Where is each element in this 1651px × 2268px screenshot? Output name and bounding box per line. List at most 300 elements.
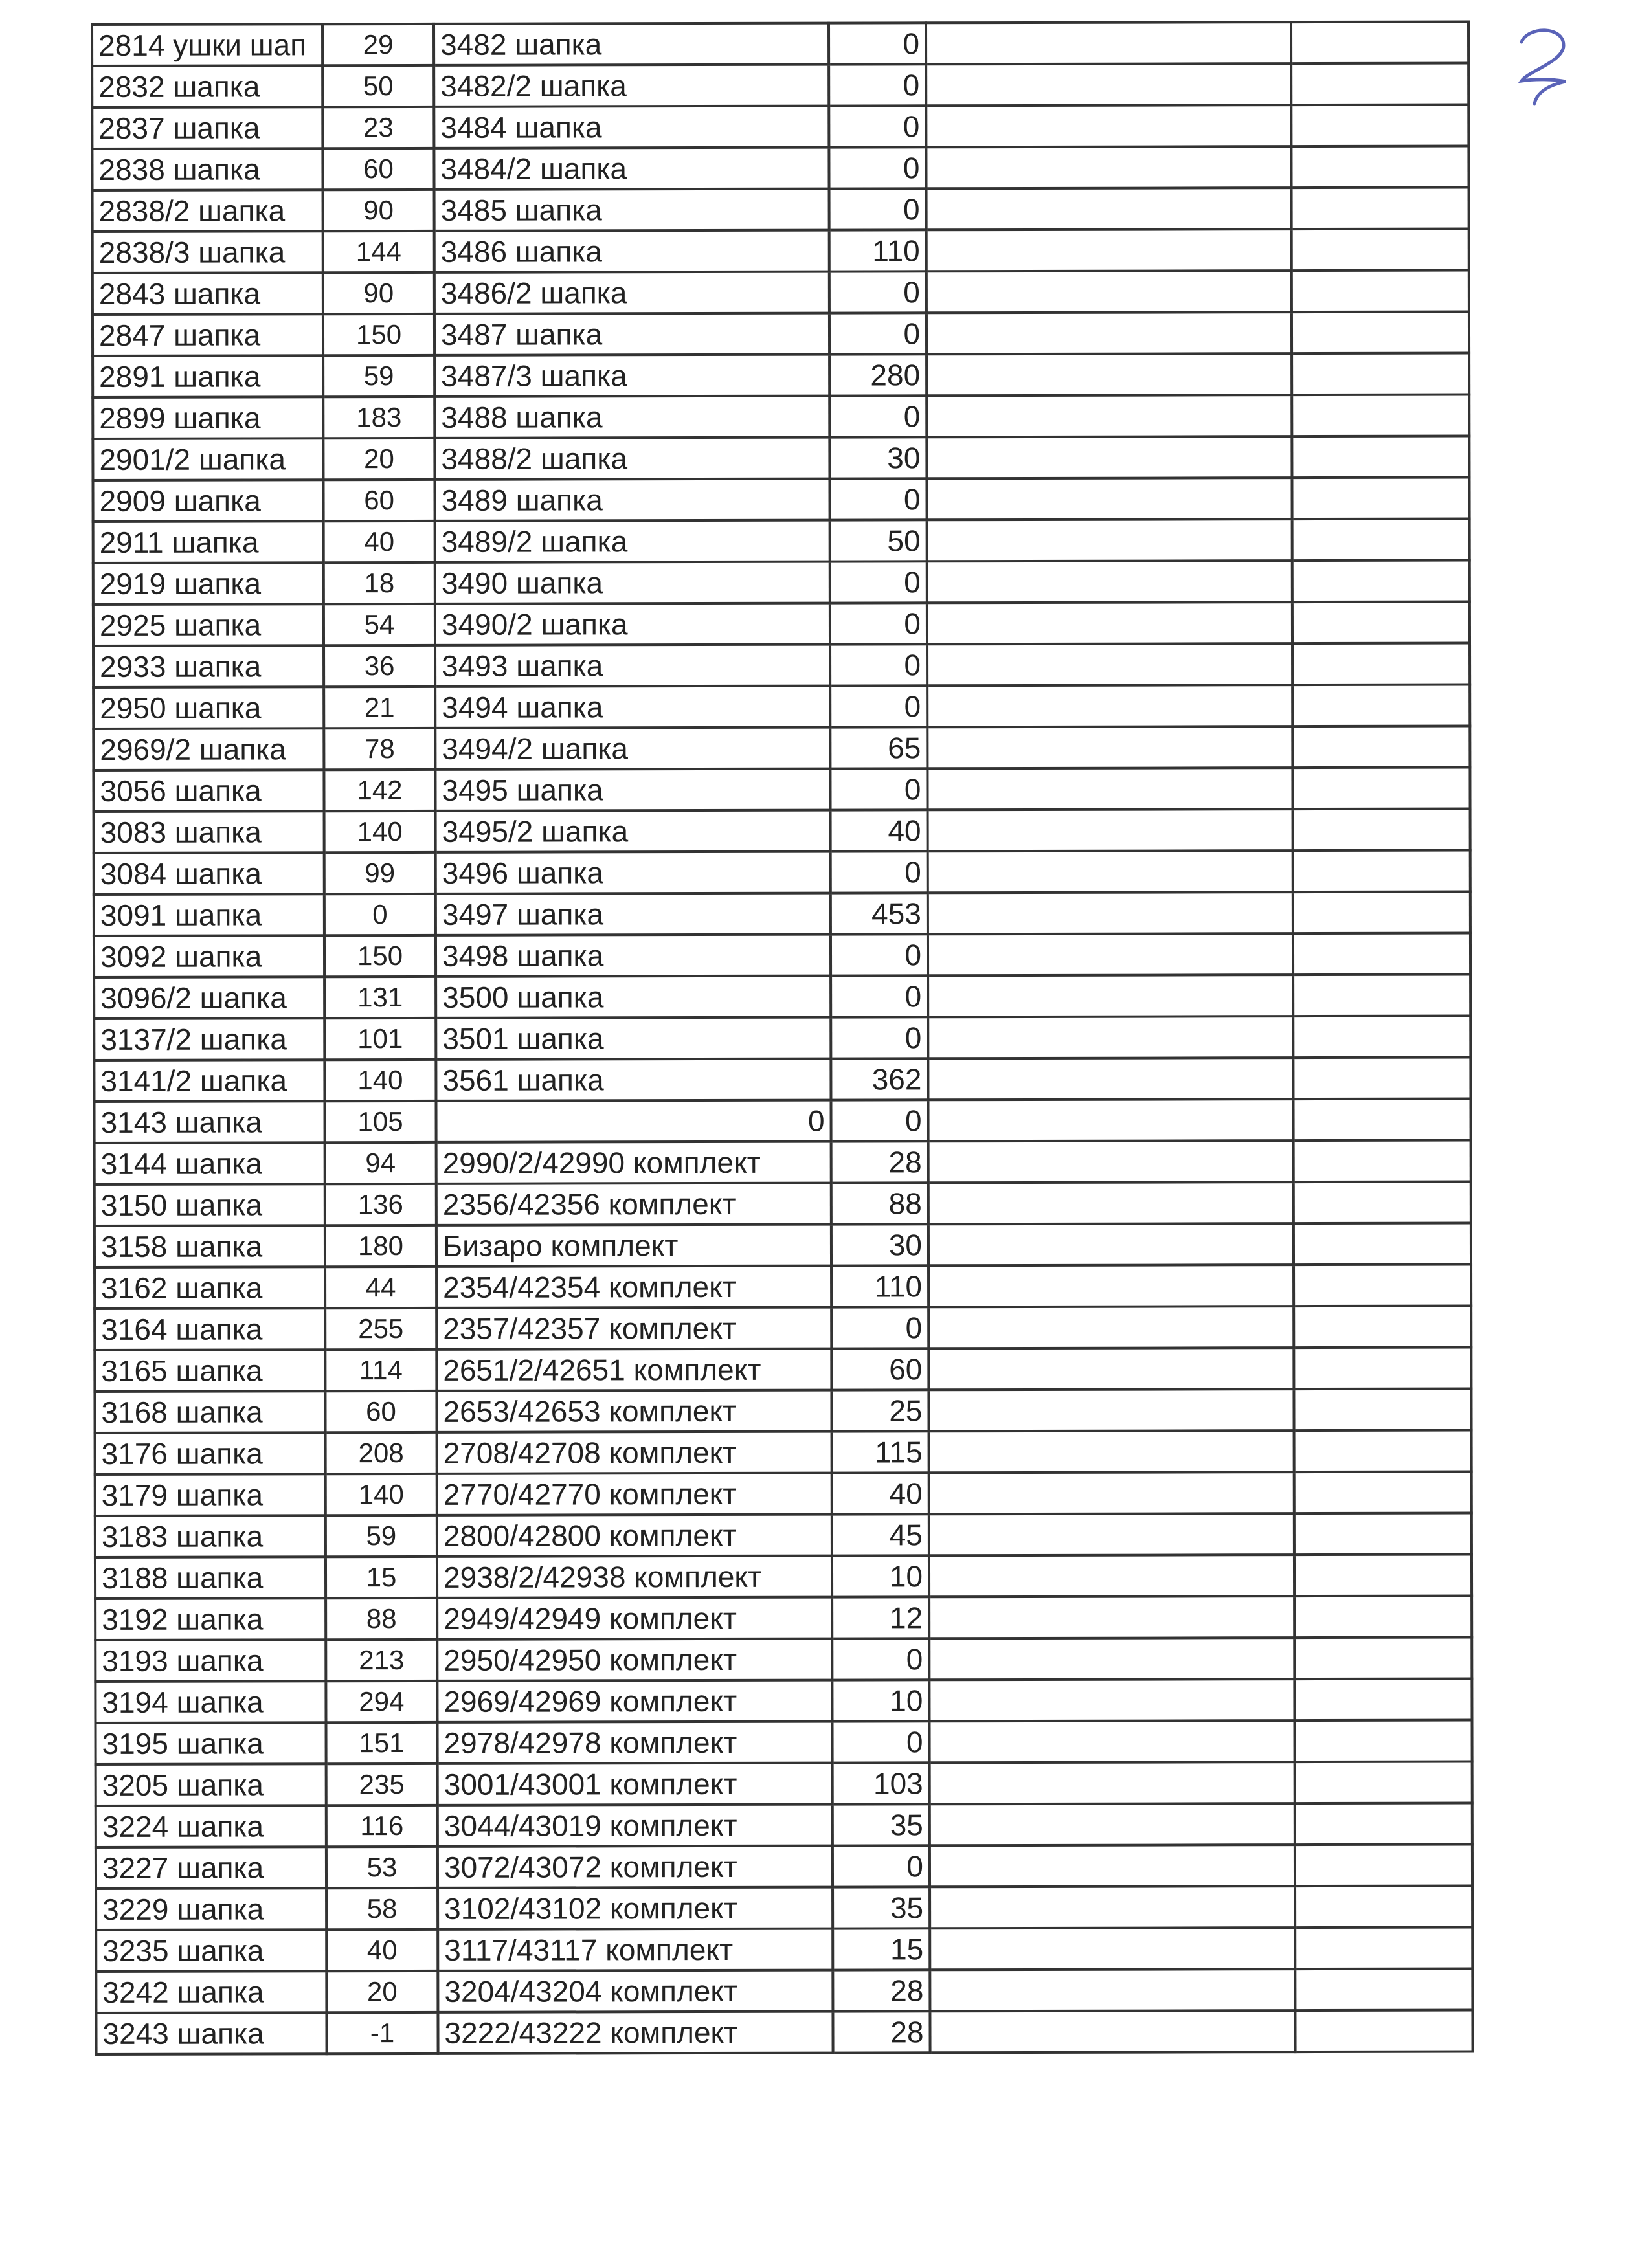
item2-qty-text: 0 <box>904 855 921 889</box>
empty-cell <box>927 395 1292 437</box>
empty-cell <box>1294 1389 1471 1431</box>
item-qty-cell <box>326 1515 437 1557</box>
item-qty-text: 60 <box>364 485 394 516</box>
item-name-text: 3176 шапка <box>101 1436 263 1471</box>
item-qty-cell <box>324 562 435 604</box>
item-name-cell <box>96 1888 326 1930</box>
item2-qty-text: 50 <box>887 524 921 558</box>
empty-cell <box>1291 105 1468 147</box>
item-qty-text: 90 <box>363 195 394 226</box>
item2-qty-text: 453 <box>871 896 921 931</box>
item-name-text: 2838 шапка <box>98 152 260 186</box>
item2-qty-text: 0 <box>903 399 921 434</box>
empty-cell <box>1294 1265 1471 1307</box>
item2-qty-cell <box>832 1597 929 1638</box>
empty-cell <box>1291 63 1468 106</box>
item2-qty-text: 0 <box>906 1725 923 1759</box>
table-row <box>94 1016 1470 1060</box>
item-name-cell <box>93 272 323 315</box>
item-qty-text: 150 <box>355 318 402 350</box>
empty-cell <box>927 188 1292 230</box>
item2-qty-text: 110 <box>872 234 920 268</box>
empty-cell <box>927 436 1292 478</box>
item-name-text: 3179 шапка <box>101 1478 264 1512</box>
table-row <box>95 1430 1472 1474</box>
table-row <box>93 643 1470 687</box>
empty-cell <box>928 1016 1293 1058</box>
empty-cell <box>1292 519 1470 561</box>
item2-name-text: 3489 шапка <box>441 483 603 517</box>
table-row <box>93 188 1469 232</box>
item2-name-cell <box>438 2012 833 2054</box>
item-qty-text: 94 <box>365 1148 396 1179</box>
item2-name-text: 3494/2 шапка <box>442 731 628 766</box>
table-row <box>93 436 1469 480</box>
item2-qty-text: 0 <box>905 1311 923 1345</box>
item-qty-cell <box>326 1929 438 1971</box>
item2-name-text: 2969/42969 комплект <box>444 1684 737 1718</box>
item-qty-text: 101 <box>357 1023 403 1054</box>
item-qty-cell <box>324 645 435 687</box>
item-qty-text: 99 <box>365 858 396 889</box>
item2-qty-text: 25 <box>889 1394 923 1428</box>
item-qty-text: 150 <box>357 940 403 972</box>
item-name-cell <box>94 811 324 853</box>
item-qty-text: 105 <box>357 1106 403 1137</box>
item2-name-cell <box>437 1432 832 1474</box>
empty-cell <box>929 1555 1294 1597</box>
item-name-cell <box>93 314 323 356</box>
item2-qty-cell <box>833 1845 930 1887</box>
item-qty-text: 23 <box>363 112 394 143</box>
empty-cell <box>926 22 1291 64</box>
table-row <box>95 1389 1471 1433</box>
item-qty-cell <box>326 1722 437 1764</box>
item2-qty-text: 60 <box>889 1352 923 1386</box>
item2-name-text: 3204/43204 комплект <box>444 1973 738 2008</box>
item-qty-text: 151 <box>359 1727 405 1759</box>
item2-name-text: 3484 шапка <box>440 110 602 144</box>
item-qty-text: 20 <box>366 1976 398 2007</box>
empty-cell <box>1293 933 1470 975</box>
item2-qty-cell <box>829 354 927 395</box>
item2-qty-text: 0 <box>904 938 922 972</box>
empty-cell <box>926 105 1291 147</box>
item-qty-cell <box>323 231 434 272</box>
item2-name-cell <box>434 438 829 480</box>
item-qty-cell <box>324 977 436 1018</box>
empty-cell <box>1292 478 1469 520</box>
table-row <box>93 312 1469 356</box>
item2-qty-text: 280 <box>870 358 921 392</box>
item-qty-text: 180 <box>357 1230 404 1262</box>
empty-cell <box>1293 975 1470 1017</box>
table-row <box>93 395 1469 439</box>
handwritten-two-icon <box>1502 19 1580 110</box>
item-qty-text: 54 <box>364 609 395 640</box>
item-name-text: 2814 ушки шап <box>98 28 307 62</box>
item2-qty-text: 65 <box>888 731 921 765</box>
item2-qty-text: 0 <box>906 1642 923 1676</box>
item2-qty-text: 0 <box>904 565 921 599</box>
empty-cell <box>1295 1845 1472 1887</box>
item2-name-cell <box>436 1349 831 1391</box>
item-name-cell <box>95 1184 325 1226</box>
item2-name-cell <box>438 1887 833 1929</box>
empty-cell <box>1293 1016 1470 1058</box>
item2-qty-cell <box>833 1970 930 2011</box>
item2-name-text: 3487 шапка <box>440 317 603 351</box>
empty-cell <box>1294 1223 1471 1265</box>
item-name-cell <box>95 1515 326 1557</box>
item-name-text: 3243 шапка <box>102 2016 264 2051</box>
item2-qty-cell <box>832 1514 929 1555</box>
item2-qty-text: 0 <box>903 192 920 227</box>
table-row <box>94 850 1470 895</box>
empty-cell <box>930 1762 1295 1804</box>
item-qty-cell <box>325 1142 436 1184</box>
empty-cell <box>1295 1762 1472 1804</box>
item2-qty-text: 15 <box>890 1932 924 1966</box>
item-name-cell <box>93 521 324 563</box>
item2-name-cell <box>436 1100 831 1142</box>
item2-name-text: 2357/42357 комплект <box>443 1311 736 1346</box>
table-row <box>95 1348 1471 1392</box>
item-name-text: 3227 шапка <box>102 1851 264 1885</box>
empty-cell <box>1294 1596 1472 1638</box>
item2-qty-text: 0 <box>903 317 921 351</box>
item2-name-cell <box>434 479 829 521</box>
item2-name-text: 2949/42949 комплект <box>444 1601 737 1636</box>
item-qty-cell <box>324 1101 436 1142</box>
empty-cell <box>930 1803 1295 1845</box>
table-row <box>92 146 1468 190</box>
item-name-text: 2919 шапка <box>99 566 262 601</box>
empty-cell <box>927 561 1292 603</box>
item2-name-cell <box>435 520 830 562</box>
item2-name-text: 2708/42708 комплект <box>443 1435 737 1470</box>
item2-qty-cell <box>831 1265 928 1307</box>
item-name-cell <box>93 562 324 605</box>
item2-name-text: 3484/2 шапка <box>440 151 627 186</box>
item2-qty-text: 0 <box>903 482 921 517</box>
table-row <box>94 1099 1470 1143</box>
empty-cell <box>1294 1513 1472 1555</box>
item-qty-cell <box>325 1350 436 1391</box>
empty-cell <box>1292 643 1470 685</box>
item-qty-cell <box>323 190 434 231</box>
item-name-text: 3165 шапка <box>101 1353 263 1388</box>
item-qty-cell <box>326 1888 438 1929</box>
empty-cell <box>1292 395 1469 437</box>
empty-cell <box>1292 271 1469 313</box>
item2-name-cell <box>438 1763 833 1805</box>
empty-cell <box>1294 1430 1472 1473</box>
item-name-text: 3193 шапка <box>102 1643 264 1678</box>
empty-cell <box>1294 1140 1471 1183</box>
item-name-text: 3084 шапка <box>100 856 262 891</box>
item2-qty-cell <box>831 893 928 934</box>
item2-qty-cell <box>829 437 927 478</box>
item-name-cell <box>96 2012 326 2054</box>
item-qty-text: 142 <box>357 774 403 806</box>
empty-cell <box>1294 1679 1472 1721</box>
item-name-text: 2837 шапка <box>98 111 260 145</box>
item-name-cell <box>94 1018 324 1060</box>
item-qty-cell <box>325 1267 436 1308</box>
item-name-cell <box>96 1847 326 1889</box>
item-qty-cell <box>326 1805 438 1847</box>
table-row <box>95 1140 1471 1184</box>
item-name-text: 3092 шапка <box>100 939 262 973</box>
item2-name-text: 3496 шапка <box>442 856 604 890</box>
empty-cell <box>930 1969 1295 2011</box>
empty-cell <box>1295 1886 1472 1928</box>
item-name-cell <box>92 148 322 190</box>
item-qty-cell <box>323 272 434 314</box>
empty-cell <box>1294 1306 1471 1348</box>
item2-qty-text: 28 <box>890 2015 924 2049</box>
item2-name-text: 3501 шапка <box>442 1021 604 1056</box>
item2-qty-cell <box>833 1762 930 1804</box>
item-name-cell <box>95 1722 326 1764</box>
item2-qty-text: 0 <box>904 1104 922 1138</box>
empty-cell <box>929 1472 1294 1514</box>
item2-name-text: 3485 шапка <box>440 193 602 227</box>
empty-cell <box>927 768 1292 810</box>
item2-name-cell <box>434 106 829 148</box>
item2-qty-text: 0 <box>906 1849 924 1884</box>
empty-cell <box>927 271 1292 313</box>
item-name-text: 3083 шапка <box>100 815 262 849</box>
item-name-text: 2899 шапка <box>99 401 261 435</box>
item2-qty-cell <box>829 147 926 188</box>
item-qty-cell <box>326 1640 437 1681</box>
item-name-cell <box>94 1101 324 1143</box>
item2-qty-cell <box>829 271 927 313</box>
item-qty-cell <box>322 107 434 148</box>
empty-cell <box>928 1389 1294 1431</box>
item-name-text: 2901/2 шапка <box>99 442 286 476</box>
item2-name-cell <box>434 396 829 438</box>
item2-qty-cell <box>830 520 927 561</box>
table-row <box>95 1679 1472 1723</box>
empty-cell <box>927 229 1292 271</box>
item-name-text: 3056 шапка <box>100 773 262 808</box>
item2-name-cell <box>438 1970 833 2012</box>
table-row <box>96 1886 1472 1930</box>
item-qty-text: -1 <box>370 2018 395 2049</box>
item-name-text: 3141/2 шапка <box>100 1063 287 1098</box>
item-name-text: 3158 шапка <box>100 1229 263 1263</box>
item2-qty-cell <box>829 64 926 106</box>
item2-qty-cell <box>832 1555 929 1597</box>
empty-cell <box>1292 602 1470 644</box>
item2-name-text: 3001/43001 комплект <box>444 1766 737 1801</box>
table-row <box>95 1472 1472 1516</box>
item-qty-cell <box>325 1184 436 1225</box>
item2-name-cell <box>437 1639 832 1681</box>
item2-name-text: 3117/43117 комплект <box>444 1932 734 1967</box>
item2-name-text: 2653/42653 комплект <box>443 1394 737 1429</box>
item2-name-cell <box>436 976 831 1018</box>
item2-name-cell <box>434 148 829 190</box>
item-qty-cell <box>326 1971 438 2012</box>
item2-name-cell <box>434 355 829 397</box>
item-qty-text: 208 <box>358 1437 404 1469</box>
item-name-cell <box>96 1929 326 1972</box>
item2-name-text: 2770/42770 комплект <box>443 1476 737 1511</box>
item2-qty-text: 0 <box>903 151 920 185</box>
table-row <box>93 353 1469 397</box>
item-name-cell <box>93 438 323 480</box>
item2-name-text: 2938/2/42938 комплект <box>443 1559 762 1594</box>
item-name-text: 3192 шапка <box>102 1602 264 1636</box>
item2-name-cell <box>435 645 830 687</box>
empty-cell <box>928 1306 1294 1348</box>
item2-name-text: 3497 шапка <box>442 897 604 931</box>
empty-cell <box>929 1638 1294 1680</box>
item-name-text: 3168 шапка <box>101 1395 263 1429</box>
item-qty-text: 213 <box>359 1644 405 1676</box>
item2-name-cell <box>434 230 829 272</box>
item-name-cell <box>93 687 324 729</box>
item2-name-text: 2950/42950 комплект <box>444 1642 737 1677</box>
empty-cell <box>1292 726 1470 768</box>
item-qty-cell <box>326 1598 437 1640</box>
item-name-cell <box>93 397 323 439</box>
empty-cell <box>929 1513 1294 1555</box>
item2-name-text: 3490 шапка <box>441 566 603 600</box>
table-row <box>95 1638 1472 1682</box>
item-name-cell <box>95 1557 326 1599</box>
item-name-cell <box>92 65 322 107</box>
item-qty-text: 40 <box>364 526 395 557</box>
item2-qty-text: 0 <box>904 606 921 641</box>
item-qty-text: 59 <box>363 361 394 392</box>
item2-qty-text: 0 <box>904 689 921 724</box>
item-qty-text: 0 <box>372 899 388 930</box>
item2-name-text: 2354/42354 комплект <box>443 1269 736 1304</box>
table-row <box>96 1928 1472 1972</box>
item2-qty-cell <box>832 1680 929 1721</box>
empty-cell <box>928 1265 1294 1307</box>
empty-cell <box>930 1845 1295 1887</box>
item2-name-text: 3498 шапка <box>442 939 604 973</box>
item-qty-text: 58 <box>366 1893 398 1924</box>
item2-name-cell <box>435 686 830 728</box>
table-row <box>95 1513 1472 1557</box>
item-name-cell <box>95 1225 325 1267</box>
item2-qty-cell <box>831 1017 928 1058</box>
item2-qty-text: 0 <box>903 109 920 144</box>
item-qty-text: 131 <box>357 981 403 1013</box>
item-name-cell <box>92 24 322 66</box>
item-name-cell <box>95 1391 325 1433</box>
item2-qty-text: 0 <box>903 27 920 61</box>
table-row <box>95 1596 1472 1640</box>
empty-cell <box>1292 188 1469 230</box>
table-row <box>94 975 1470 1019</box>
item2-name-text: 3493 шапка <box>442 649 603 683</box>
item-name-cell <box>93 604 324 646</box>
item-name-cell <box>95 1142 325 1184</box>
item2-name-cell <box>437 1597 832 1640</box>
item2-qty-text: 103 <box>873 1766 923 1801</box>
item2-qty-text: 28 <box>890 1973 924 2008</box>
item-qty-cell <box>325 1391 436 1432</box>
item-name-text: 2911 шапка <box>99 525 259 559</box>
item2-name-text: 3102/43102 комплект <box>444 1891 737 1926</box>
item2-name-cell <box>436 1307 831 1350</box>
item-name-text: 2925 шапка <box>99 608 262 642</box>
item2-name-cell <box>436 935 831 977</box>
item-qty-cell <box>324 894 436 935</box>
item-qty-text: 144 <box>355 236 401 267</box>
item-name-cell <box>94 977 324 1019</box>
table-row <box>92 63 1468 107</box>
empty-cell <box>929 1679 1294 1721</box>
empty-cell <box>927 685 1292 727</box>
item-name-cell <box>96 1971 326 2013</box>
item-name-text: 3091 шапка <box>100 898 262 932</box>
item-qty-text: 60 <box>363 153 394 184</box>
item2-name-cell <box>438 1805 833 1847</box>
item2-qty-cell <box>829 188 927 230</box>
item-qty-text: 50 <box>363 71 394 102</box>
item2-name-text: 3488 шапка <box>441 400 603 434</box>
item2-qty-text: 35 <box>890 1808 923 1842</box>
table-row <box>93 229 1469 273</box>
item2-qty-text: 10 <box>889 1559 923 1594</box>
empty-cell <box>928 1182 1294 1224</box>
table-row <box>93 685 1470 729</box>
table-row <box>93 478 1469 522</box>
empty-cell <box>1294 1638 1472 1680</box>
item2-name-cell <box>436 1390 831 1432</box>
item2-name-cell <box>436 1183 831 1225</box>
item-name-cell <box>95 1432 326 1474</box>
item2-qty-cell <box>832 1431 929 1473</box>
item-qty-text: 44 <box>365 1272 396 1303</box>
item-name-text: 3229 шапка <box>102 1892 264 1926</box>
item2-qty-cell <box>833 1887 930 1928</box>
empty-cell <box>930 2010 1295 2052</box>
item2-name-text: 2800/42800 комплект <box>443 1518 737 1553</box>
item2-qty-cell <box>833 2011 930 2052</box>
item2-name-text: 3487/3 шапка <box>441 359 627 393</box>
item-name-text: 3137/2 шапка <box>100 1022 287 1056</box>
item2-qty-cell <box>829 230 927 271</box>
item2-qty-cell <box>831 1141 928 1183</box>
item2-qty-text: 362 <box>871 1062 922 1096</box>
table-row <box>96 1803 1472 1847</box>
item2-name-cell <box>438 1929 833 1971</box>
item2-qty-cell <box>831 851 928 893</box>
table-body <box>92 22 1473 2054</box>
empty-cell <box>1295 2010 1472 2052</box>
empty-cell <box>1294 1472 1472 1514</box>
item2-name-text: 2651/2/42651 комплект <box>443 1352 761 1387</box>
item2-name-cell <box>437 1680 832 1722</box>
item-name-text: 3183 шапка <box>101 1519 264 1553</box>
item-name-cell <box>93 728 324 770</box>
item2-qty-cell <box>832 1638 929 1680</box>
item2-name-cell <box>437 1515 832 1557</box>
item2-qty-cell <box>831 1224 928 1265</box>
empty-cell <box>1291 22 1468 64</box>
item-name-text: 3096/2 шапка <box>100 981 287 1015</box>
